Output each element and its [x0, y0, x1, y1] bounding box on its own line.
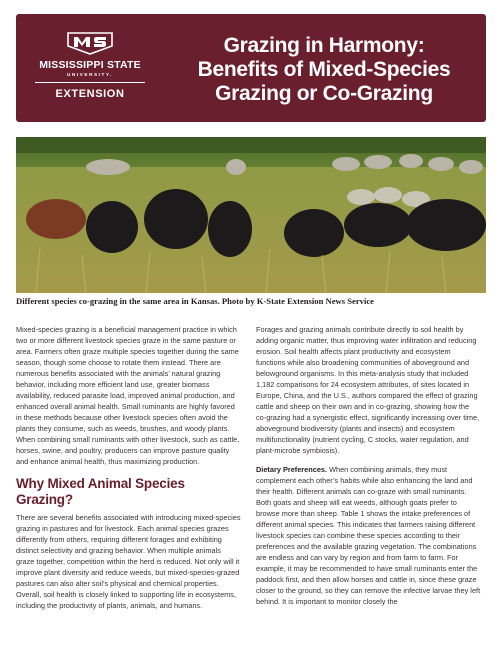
pasture-photo-icon	[16, 137, 486, 293]
soil-health-paragraph: Forages and grazing animals contribute directly to soil health by adding organic matter, thus improving water infiltration and reducing erosion. Soil health affects plant productivity and ecosystem functions while also broadening communities of aboveground and belowground organisms. In this meta-analysis study that included 1,182 comparisons for 24 ecosystem attributes, of sites located in Europe, China, and the U.S., authors compared the effect of grazing cattle and sheep on their own and in co-grazing, showing how the co-grazing had a synergistic effect, significantly increasing over time, aboveground biodiversity (plants and insects) and ecosystem multifunctionality (nutrient cycling, C stocks, water regulation, and plant-microbe symbiosis).	[256, 325, 480, 455]
title-line-1: Grazing in Harmony:	[223, 34, 425, 57]
logo-extension: EXTENSION	[55, 88, 125, 100]
msu-banner-logo-icon	[64, 30, 116, 56]
dietary-preferences-lead: Dietary Preferences.	[256, 465, 328, 474]
right-column	[256, 324, 481, 607]
photo-caption: Different species co-grazing in the same area in Kansas. Photo by K-State Extension News Service	[16, 296, 374, 306]
logo-divider	[35, 82, 145, 83]
dietary-preferences-paragraph	[256, 464, 481, 607]
logo-university-sub: UNIVERSITY.	[67, 72, 113, 77]
title-line-3: Grazing or Co-Grazing	[215, 82, 433, 105]
dietary-preferences-body: When combining animals, they must complement each other’s habits while also enhancing the land and their health. Different animals can co-graze with small ruminants. Both goats and sheep will eat weeds, although goats prefer to browse more than sheep. Table 1 shows the intake preferences of different animal species. This indicates that farmers raising different livestock species can combine these species according to their preferences and the available grazing vegetation. The combinations are endless and can vary by region and from farm to farm. For example, it may be recommended to have small ruminants enter the paddock first, and then allow horses and cattle in, since these graze closer to the ground, so they can remove the infective larvae they left behind. It is important to monitor closely the	[256, 465, 481, 606]
msu-extension-logo[interactable]	[16, 14, 164, 122]
logo-university-name: MISSISSIPPI STATE	[39, 59, 141, 71]
header-banner	[16, 14, 486, 122]
why-mixed-paragraph: There are several benefits associated with introducing mixed-species grazing in pastures and for livestock. Each animal species grazes differently from others, requiring different forages and exhibiting distinct selectivity and grazing behavior. When multiple animals graze together, competition within the herd is reduced. Not only will it improve plant diversity and reduce weeds, but mixed-species-grazed pastures can also alter soil’s physical and chemical properties. Overall, soil health is closely linked to supporting life in ecosystems, including the productivity of plants, animals, and humans.	[16, 513, 241, 610]
title-line-2: Benefits of Mixed-Species	[197, 58, 451, 81]
left-column	[16, 324, 241, 611]
intro-paragraph: Mixed-species grazing is a beneficial management practice in which two or more different livestock species graze in the same pasture or area. Farmers often graze multiple species together during the same season, though some choose to rotate them instead. There are numerous benefits associated with the animals’ natural grazing behavior, including more efficient land use, greater biomass availability, reduced parasite load, improved animal production, and enhanced overall animal health. Small ruminants are highly favored in these methods because other livestock species often avoid the plants they consume, such as weeds, brushes, and woody plants. When combining small ruminants with other livestock, such as cattle, horses, swine, and poultry, producers can improve pasture quality and enhance animal health, thus maximizing production.	[16, 325, 240, 466]
section-heading-why-mixed: Why Mixed Animal Species Grazing?	[16, 476, 185, 507]
page-title	[174, 34, 474, 106]
